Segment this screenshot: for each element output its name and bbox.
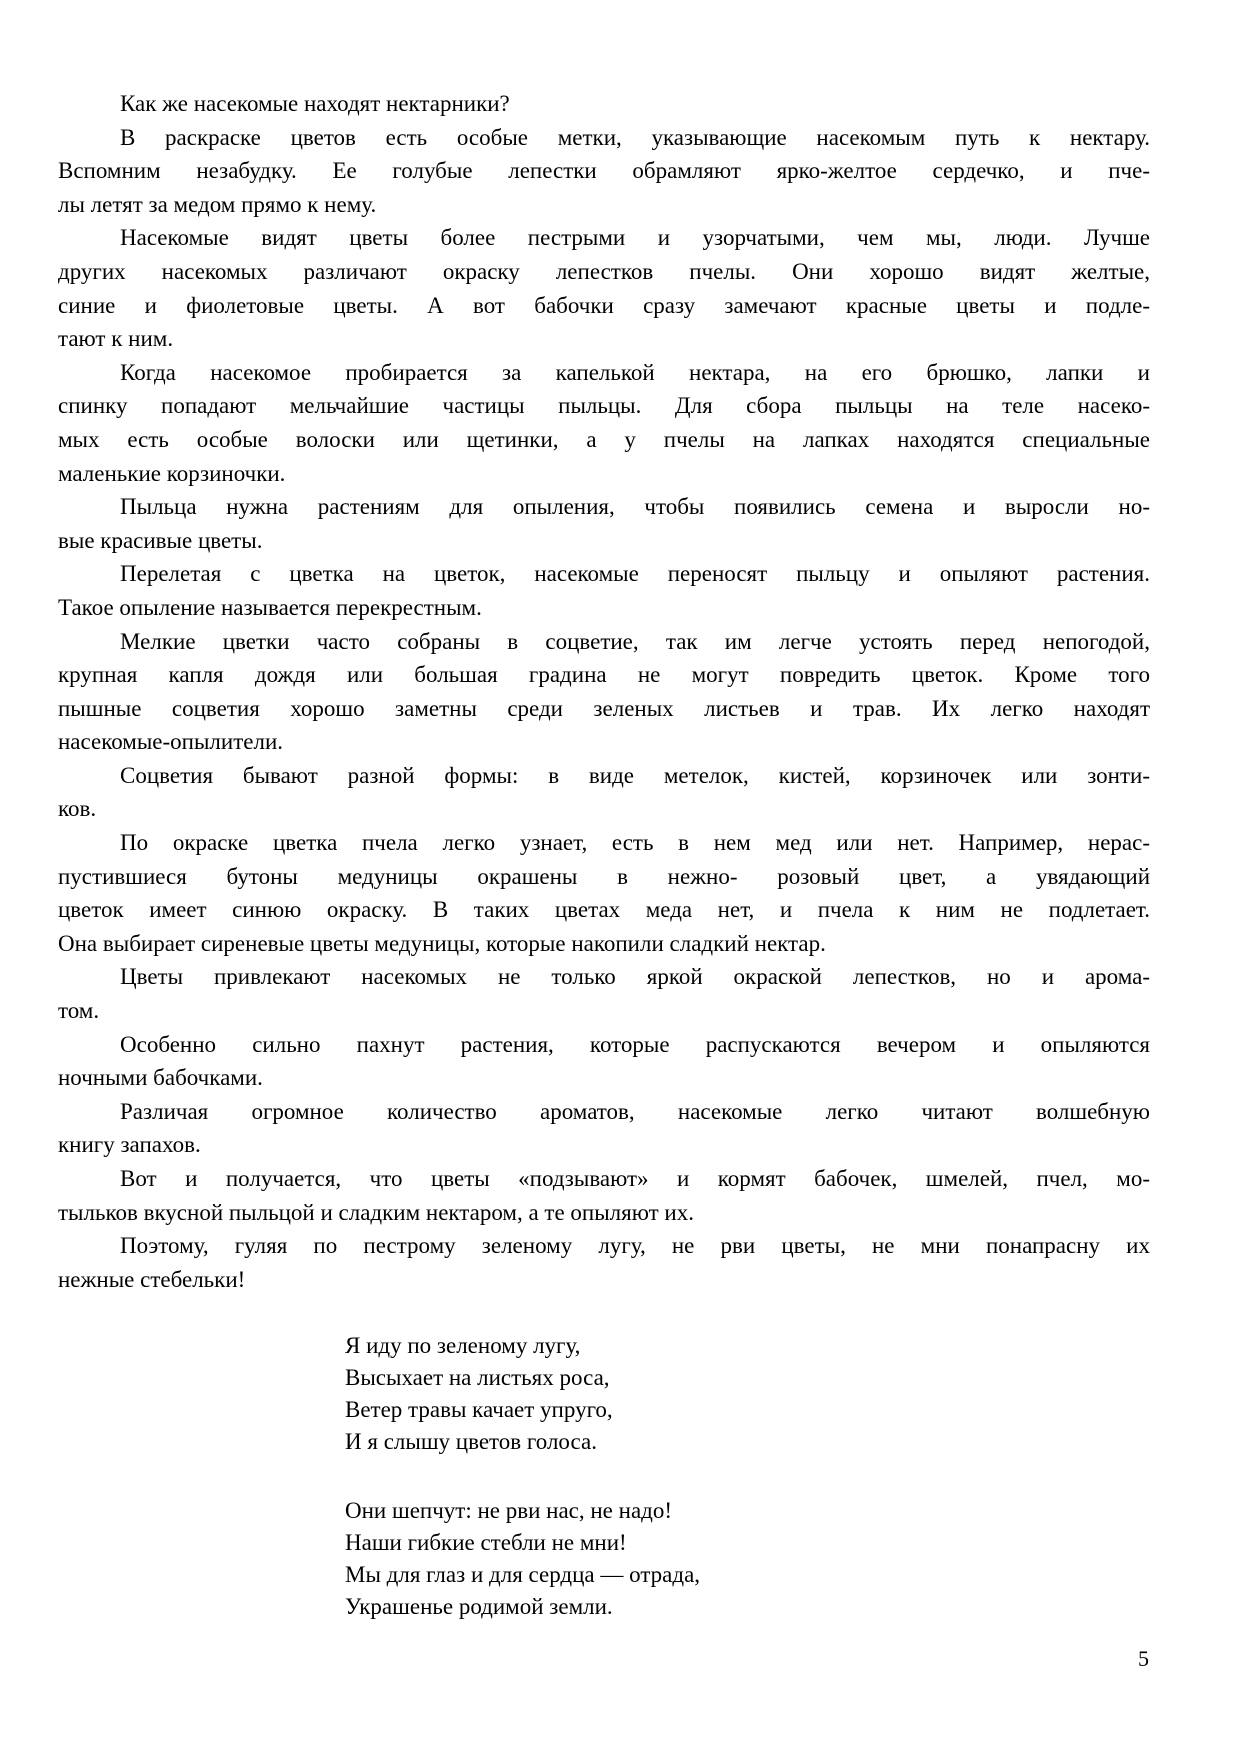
paragraph bbox=[58, 490, 1150, 557]
text-line: Как же насекомые находят нектарники? bbox=[120, 91, 510, 116]
poem-line: Ветер травы качает упруго, bbox=[345, 1397, 613, 1422]
paragraph bbox=[58, 87, 1150, 121]
poem-line: Я иду по зеленому лугу, bbox=[345, 1333, 581, 1358]
paragraph bbox=[58, 557, 1150, 624]
text-line: пустившиеся бутоны медуницы окрашены в нежно- розовый цвет, а увядающий bbox=[58, 863, 1150, 889]
poem-line: Украшенье родимой земли. bbox=[345, 1594, 613, 1619]
text-line: лы летят за медом прямо к нему. bbox=[58, 191, 377, 217]
text-line: Насекомые видят цветы более пестрыми и узорчатыми, чем мы, люди. Лучше bbox=[120, 225, 1150, 251]
page-number: 5 bbox=[1138, 1646, 1149, 1671]
text-line: Вспомним незабудку. Ее голубые лепестки обрамляют ярко-желтое сердечко, и пче- bbox=[58, 158, 1150, 184]
text-line: Цветы привлекают насекомых не только яркой окраской лепестков, но и арома- bbox=[120, 964, 1150, 990]
poem-line: Они шепчут: не рви нас, не надо! bbox=[345, 1498, 673, 1523]
text-line: мых есть особые волоски или щетинки, а у пчелы на лапках находятся специальные bbox=[58, 426, 1150, 452]
text-line: ночными бабочками. bbox=[58, 1065, 263, 1091]
body-text bbox=[58, 87, 1150, 1296]
text-line: Соцветия бывают разной формы: в виде метелок, кистей, корзиночек или зонти- bbox=[120, 762, 1150, 788]
text-line: Поэтому, гуляя по пестрому зеленому лугу, не рви цветы, не мни понапрасну их bbox=[120, 1233, 1150, 1259]
paragraph bbox=[58, 121, 1150, 222]
poem-line: И я слышу цветов голоса. bbox=[345, 1429, 597, 1454]
poem-line: Наши гибкие стебли не мни! bbox=[345, 1530, 627, 1555]
text-line: синие и фиолетовые цветы. А вот бабочки сразу замечают красные цветы и подле- bbox=[58, 292, 1150, 318]
text-line: Особенно сильно пахнут растения, которые распускаются вечером и опыляются bbox=[120, 1031, 1150, 1057]
poem-stanza bbox=[345, 1330, 700, 1458]
paragraph bbox=[58, 625, 1150, 759]
text-line: спинку попадают мельчайшие частицы пыльцы. Для сбора пыльцы на теле насеко- bbox=[58, 393, 1150, 419]
text-line: насекомые-опылители. bbox=[58, 729, 284, 755]
poem bbox=[345, 1330, 700, 1660]
text-line: По окраске цветка пчела легко узнает, есть в нем мед или нет. Например, нерас- bbox=[120, 830, 1150, 856]
text-line: цветок имеет синюю окраску. В таких цветах меда нет, и пчела к ним не подлетает. bbox=[58, 897, 1150, 923]
text-line: нежные стебельки! bbox=[58, 1266, 246, 1292]
paragraph bbox=[58, 356, 1150, 490]
text-line: Когда насекомое пробирается за капелькой нектара, на его брюшко, лапки и bbox=[120, 359, 1150, 385]
poem-line: Высыхает на листьях роса, bbox=[345, 1365, 610, 1390]
poem-stanza bbox=[345, 1495, 700, 1623]
text-line: Пыльца нужна растениям для опыления, чтобы появились семена и выросли но- bbox=[120, 494, 1150, 520]
text-line: Мелкие цветки часто собраны в соцветие, так им легче устоять перед непогодой, bbox=[120, 628, 1150, 654]
poem-line: Мы для глаз и для сердца — отрада, bbox=[345, 1562, 701, 1587]
text-line: книгу запахов. bbox=[58, 1132, 201, 1158]
text-line: Такое опыление называется перекрестным. bbox=[58, 594, 482, 620]
text-line: тают к ним. bbox=[58, 326, 174, 352]
paragraph bbox=[58, 1162, 1150, 1229]
text-line: том. bbox=[58, 998, 100, 1024]
text-line: Вот и получается, что цветы «подзывают» и кормят бабочек, шмелей, пчел, мо- bbox=[120, 1166, 1150, 1191]
paragraph bbox=[58, 960, 1150, 1027]
text-line: В раскраске цветов есть особые метки, указывающие насекомым путь к нектару. bbox=[120, 124, 1150, 150]
paragraph bbox=[58, 759, 1150, 826]
paragraph bbox=[58, 1095, 1150, 1162]
text-line: вые красивые цветы. bbox=[58, 527, 263, 553]
text-line: крупная капля дождя или большая градина не могут повредить цветок. Кроме того bbox=[58, 662, 1150, 688]
text-line: тыльков вкусной пыльцой и сладким нектаром, а те опыляют их. bbox=[58, 1199, 694, 1225]
text-line: маленькие корзиночки. bbox=[58, 460, 286, 486]
text-line: Она выбирает сиреневые цветы медуницы, которые накопили сладкий нектар. bbox=[58, 930, 826, 956]
text-line: Различая огромное количество ароматов, насекомые легко читают волшебную bbox=[120, 1098, 1150, 1124]
paragraph bbox=[58, 826, 1150, 960]
text-line: ков. bbox=[58, 796, 97, 822]
paragraph bbox=[58, 221, 1150, 355]
text-line: других насекомых различают окраску лепестков пчелы. Они хорошо видят желтые, bbox=[58, 258, 1150, 284]
text-line: пышные соцветия хорошо заметны среди зеленых листьев и трав. Их легко находят bbox=[58, 695, 1150, 721]
text-line: Перелетая с цветка на цветок, насекомые переносят пыльцу и опыляют растения. bbox=[120, 561, 1150, 587]
paragraph bbox=[58, 1028, 1150, 1095]
paragraph bbox=[58, 1229, 1150, 1296]
